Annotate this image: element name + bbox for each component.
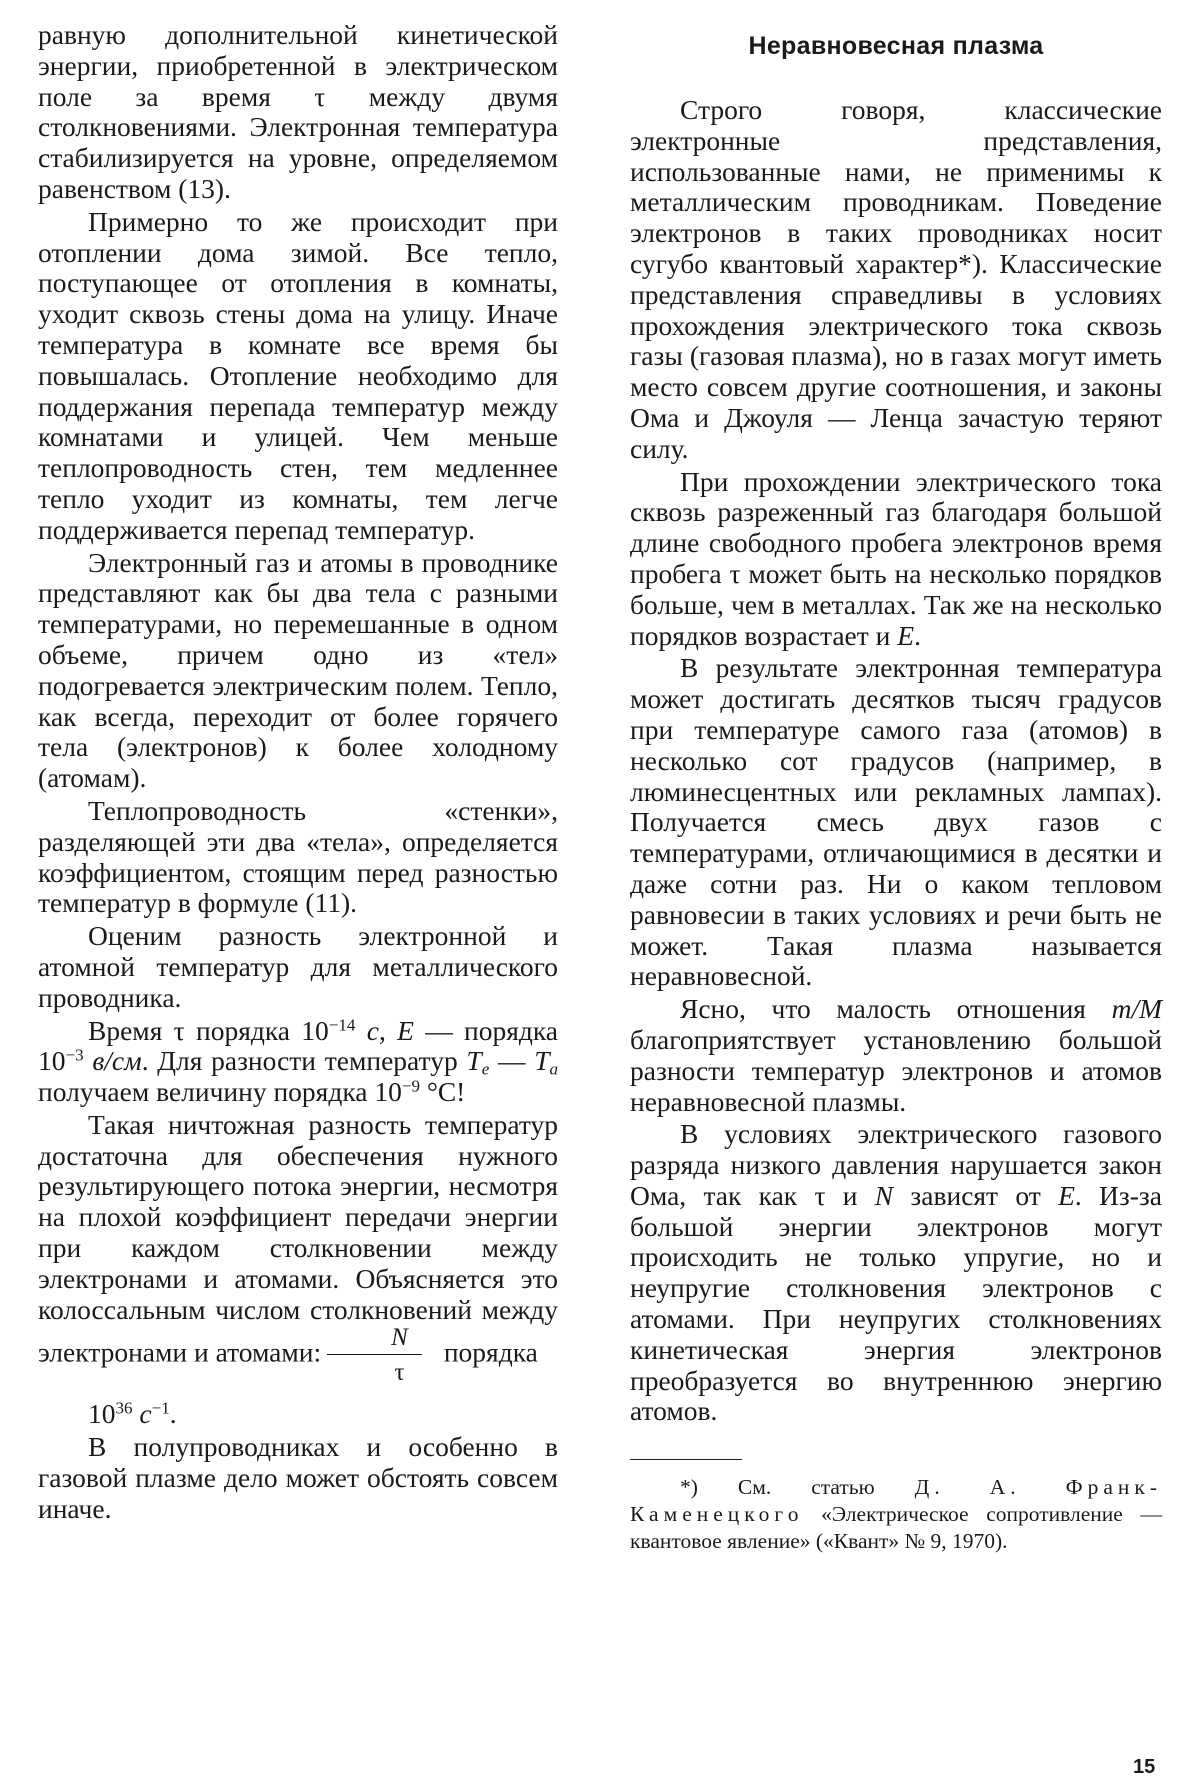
page-number: 15 bbox=[1133, 1756, 1156, 1778]
paragraph: Теплопроводность «стенки», разделяющей эти два «тела», определяется коэффициентом, стоящим перед разностью температур в формуле (11). bbox=[38, 794, 558, 919]
left-column bbox=[38, 20, 558, 1527]
section-heading: Неравновесная плазма bbox=[748, 32, 1044, 60]
paragraph: Электронный газ и атомы в проводнике представляют как бы два тела с разными температурами, но перемешанные в одном объеме, причем одно из «тел» подогревается электрическим полем. Тепло, как всегда, переходит от более горячего тела (электронов) к более холодному (атомам). bbox=[38, 546, 558, 794]
footnote: *) См. статью Д. А. Франк-Каменецкого «Электрическое сопротивление — квантовое явление» («Квант» № 9, 1970). bbox=[630, 1475, 1162, 1554]
estimate-paragraph: Время τ порядка $10^{-14}$ с, E — порядка $10^{-3}$ в/см. Для разности температур $T_e$ — $T_a$ получаем величину порядка $10^{-9}$ °C! bbox=[38, 1014, 559, 1108]
paragraph: Ясно, что малость отношения m/M благоприятствует установлению большой разности температур электронов и атомов неравновесной плазмы. bbox=[630, 993, 1162, 1117]
footnote-author: Д. А. Франк-Каменецкого bbox=[630, 1475, 1162, 1527]
fraction-n-over-tau: $\frac{N}{\tau}$ bbox=[327, 1325, 422, 1385]
paragraph: Оценим разность электронной и атомной температур для металлического проводника. bbox=[38, 920, 558, 1013]
paragraph: равную дополнительной кинетической энергии, приобретенной в электрическом поле за время τ между двумя столкновениями. Электронная температура стабилизируется на уровне, определяемом равенством (13). bbox=[38, 19, 558, 204]
paragraph: Строго говоря, классические электронные представления, использованные нами, не применимы к металлическим проводникам. Поведение электронов в таких проводниках носит сугубо квантовый характер*). Классические представления справедливы в условиях прохождения электрического тока сквозь газы (газовая плазма), но в газах могут иметь место совсем другие соотношения, и законы Ома и Джоуля — Ленца зачастую теряют силу. bbox=[630, 94, 1162, 464]
paragraph: В полупроводниках и особенно в газовой плазме дело может обстоять совсем иначе. bbox=[38, 1431, 558, 1524]
collision-paragraph: Такая ничтожная разность температур достаточна для обеспечения нужного результирующего потока энергии, несмотря на плохой коэффициент передачи энергии при каждом столкновении между электронами и атомами. Объясняется это колоссальным числом столкновений между электронами и атомами: $\frac{N}{\tau}$ порядка $10^{36}$ $с^{-1}$. bbox=[38, 1108, 558, 1430]
footnote-divider bbox=[630, 1459, 742, 1460]
right-column bbox=[630, 20, 1162, 1555]
paragraph: В результате электронная температура может достигать десятков тысяч градусов при температуре самого газа (атомов) в несколько сот градусов (например, в люминесцентных или рекламных лампах). Получается смесь двух газов с температурами, отличающимися в десятки и даже сотни раз. Ни о каком тепловом равновесии в таких условиях и речи быть не может. Такая плазма называется неравновесной. bbox=[630, 652, 1162, 992]
paragraph: В условиях электрического газового разряда низкого давления нарушается закон Ома, так как τ и N зависят от E. Из-за большой энергии электронов могут происходить не только упругие, но и неупругие столкновения электронов с атомами. При неупругих столкновениях кинетическая энергия электронов преобразуется во внутреннюю энергию атомов. bbox=[630, 1118, 1162, 1427]
paragraph: Примерно то же происходит при отоплении дома зимой. Все тепло, поступающее от отопления в комнаты, уходит сквозь стены дома на улицу. Иначе температура в комнате все время бы повышалась. Отопление необходимо для поддержания перепада температур между комнатами и улицей. Чем меньше теплопроводность стен, тем медленнее тепло уходит из комнаты, тем легче поддерживается перепад температур. bbox=[38, 205, 558, 545]
paragraph: При прохождении электрического тока сквозь разреженный газ благодаря большой длине свободного пробега электронов время пробега τ может быть на несколько порядков больше, чем в металлах. Так же на несколько порядков возрастает и E. bbox=[630, 465, 1162, 651]
